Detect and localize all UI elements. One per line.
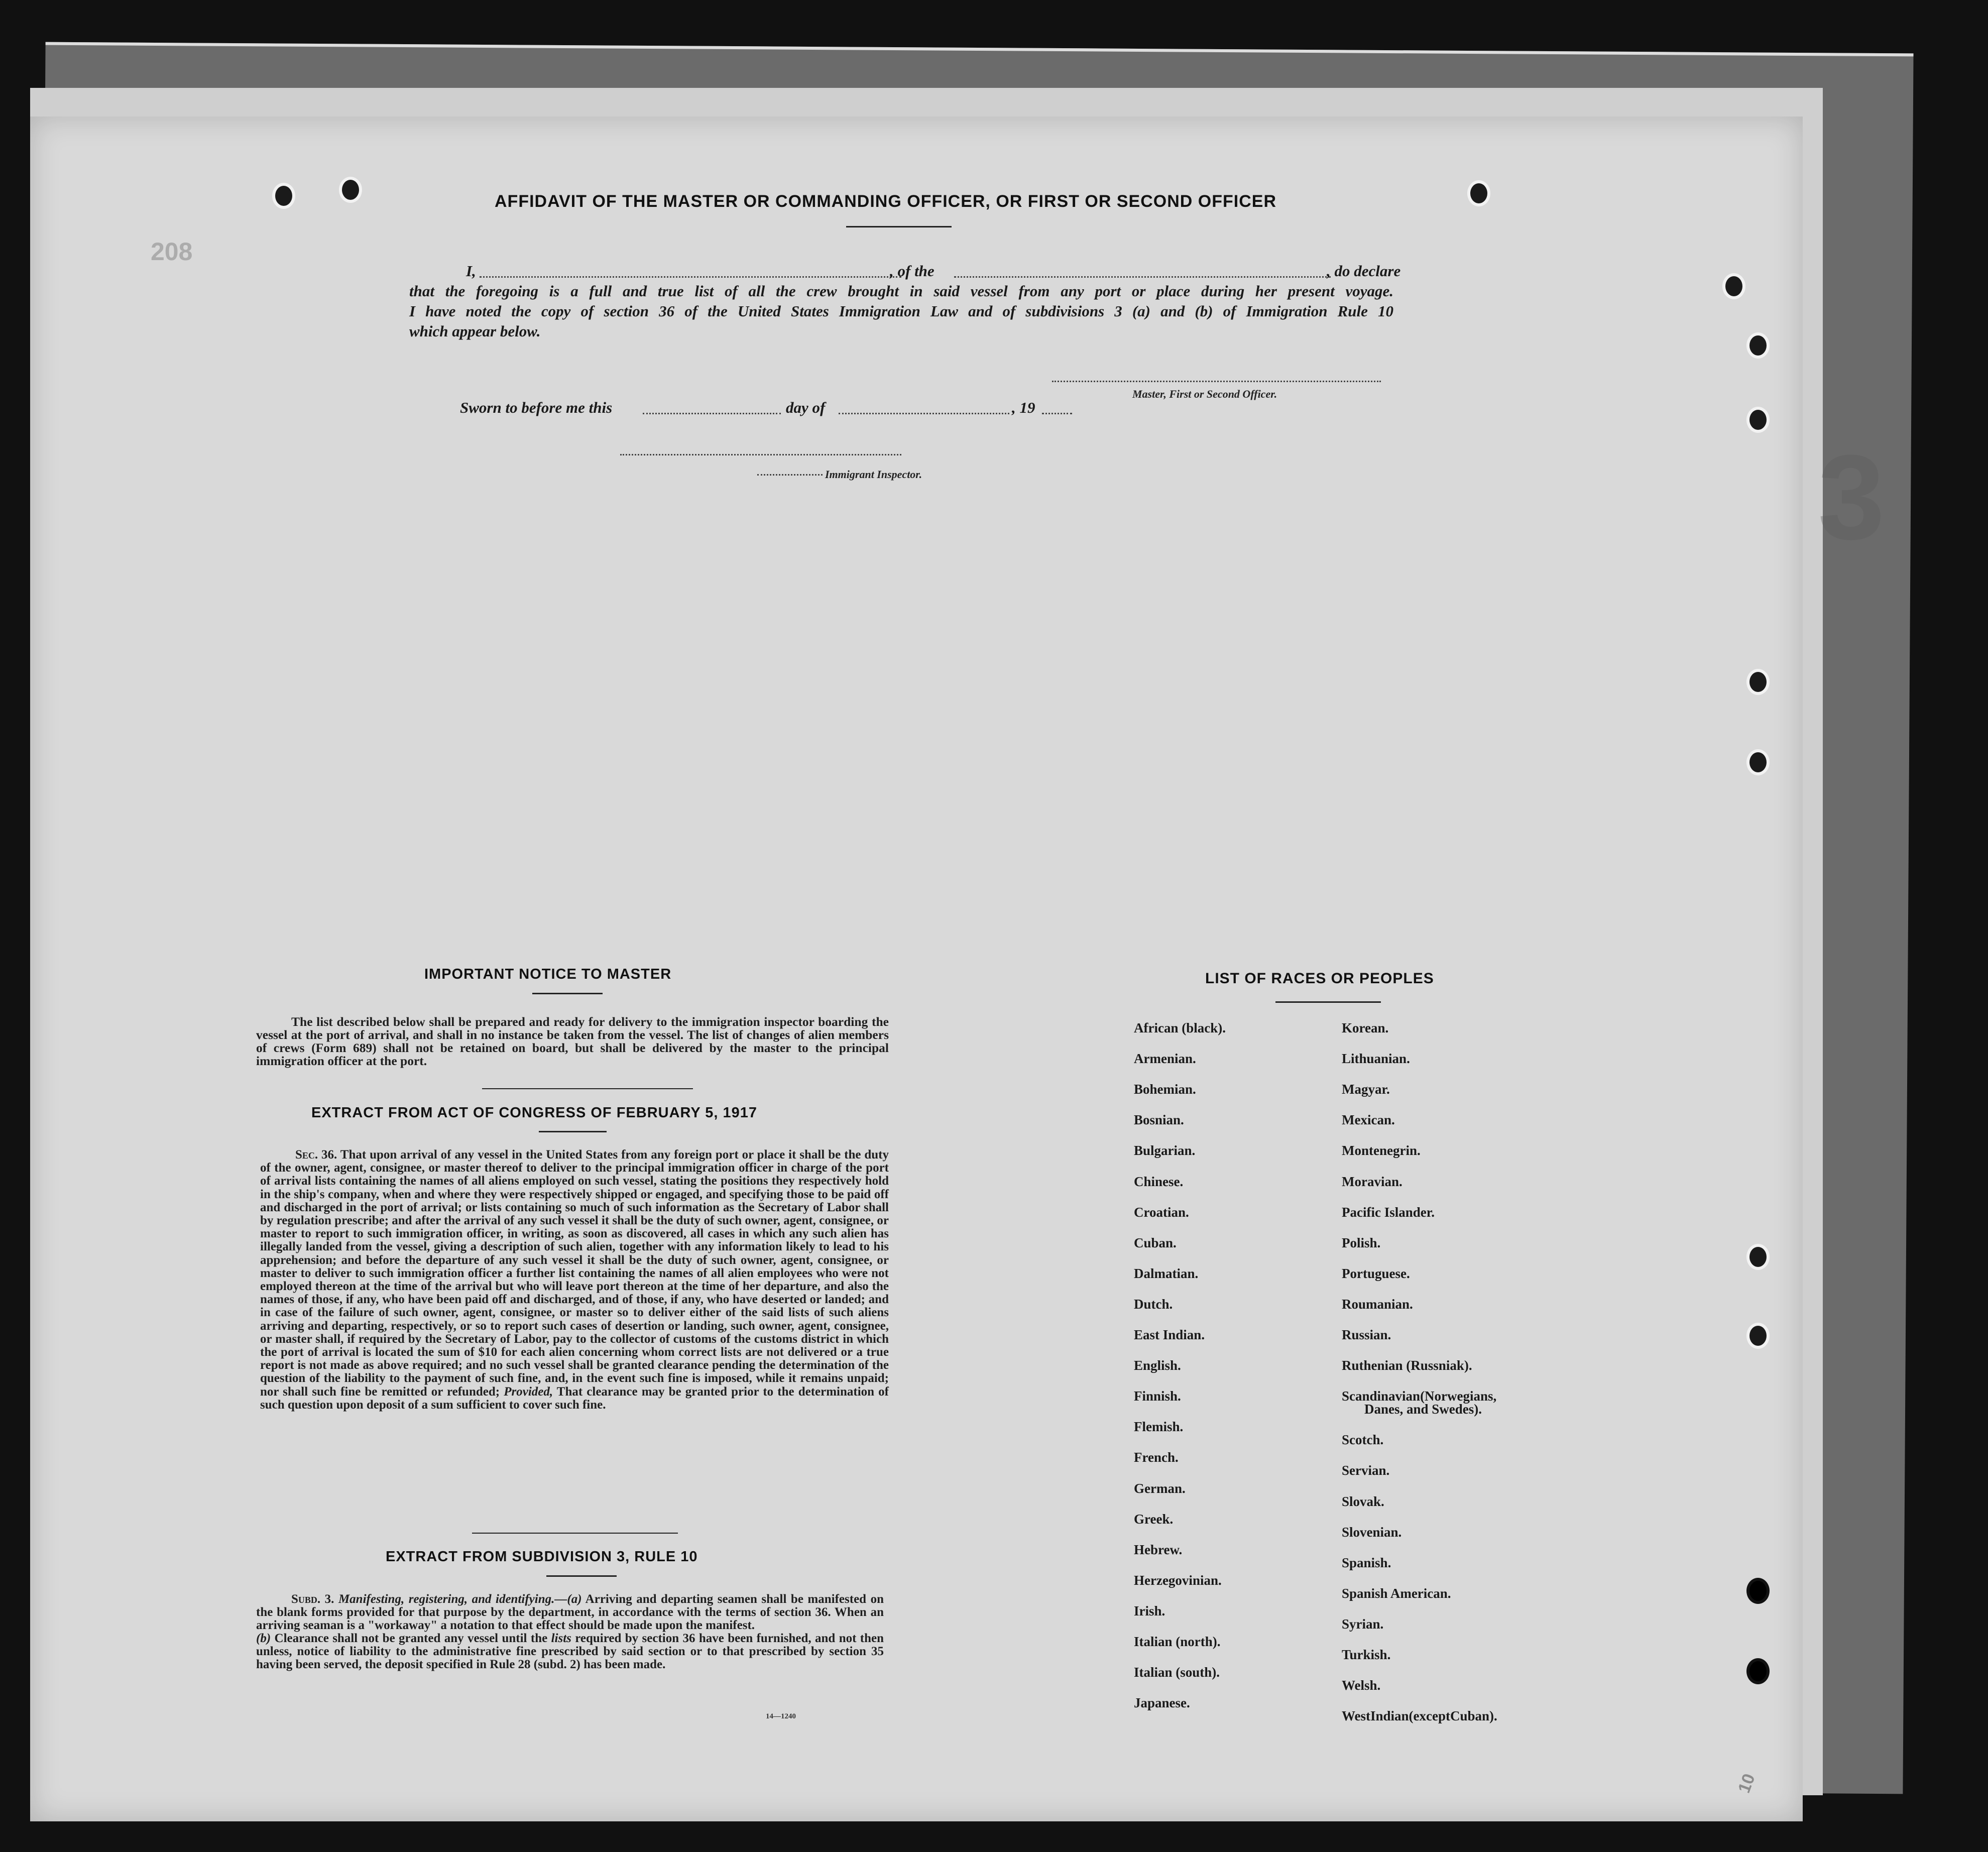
race-item: WestIndian(exceptCuban). <box>1342 1708 1497 1724</box>
vessel-field[interactable] <box>954 276 1331 278</box>
act-title: EXTRACT FROM ACT OF CONGRESS OF FEBRUARY 5, 1917 <box>311 1105 758 1121</box>
races-title-underline <box>1275 1001 1381 1003</box>
race-item: Syrian. <box>1342 1616 1384 1632</box>
rule-title: EXTRACT FROM SUBDIVISION 3, RULE 10 <box>386 1549 698 1565</box>
race-item: French. <box>1134 1450 1179 1465</box>
race-item: Italian (north). <box>1134 1634 1221 1649</box>
sworn-day-field[interactable] <box>643 413 781 414</box>
punch-hole <box>339 177 362 203</box>
race-item: Ruthenian (Russniak). <box>1342 1358 1472 1373</box>
race-item: Portuguese. <box>1342 1265 1410 1281</box>
race-item: Cuban. <box>1134 1235 1177 1250</box>
race-item: Korean. <box>1342 1020 1389 1035</box>
race-item: Danes, and Swedes). <box>1364 1402 1482 1417</box>
affidavit-body-line2: that the foregoing is a full and true list of all the crew brought in said vessel from any port or place during her present voyage. <box>409 282 1393 300</box>
punch-hole <box>1746 1323 1770 1349</box>
race-item: Scotch. <box>1342 1432 1384 1448</box>
act-body-end: That clearance may be granted prior to the determination of such question upon deposit of a sum sufficient to cover such fine. <box>260 1384 889 1412</box>
race-item: Flemish. <box>1134 1419 1184 1435</box>
inspector-signature-field[interactable] <box>620 454 901 455</box>
notice-title-underline <box>532 993 603 994</box>
sworn-prefix: Sworn to before me this <box>460 399 613 416</box>
race-item: Scandinavian(Norwegians, <box>1342 1388 1497 1404</box>
race-item: Bulgarian. <box>1134 1143 1196 1159</box>
punch-hole <box>1746 1578 1770 1604</box>
punch-hole <box>1746 749 1770 775</box>
race-item: Spanish American. <box>1342 1585 1451 1601</box>
affidavit-line1-i: I, <box>466 262 476 280</box>
punch-hole <box>1746 332 1770 359</box>
race-item: Irish. <box>1134 1603 1165 1618</box>
race-item: Bosnian. <box>1134 1112 1184 1128</box>
section-divider <box>482 1088 693 1089</box>
rule-title-underline <box>546 1575 617 1577</box>
sworn-month-field[interactable] <box>839 413 1009 414</box>
affidavit-line1-declare: , do declare <box>1327 262 1401 280</box>
sworn-year: , 19 <box>1012 399 1035 416</box>
race-item: Spanish. <box>1342 1555 1391 1570</box>
race-item: Pacific Islander. <box>1342 1204 1435 1220</box>
race-item: Hebrew. <box>1134 1542 1183 1557</box>
act-sec-label: Sec. 36. <box>295 1148 337 1162</box>
subd-text-b-lists: lists <box>551 1632 571 1645</box>
affidavit-line1-of-the: , of the <box>890 262 934 280</box>
punch-hole <box>1467 180 1490 206</box>
race-item: Slovenian. <box>1342 1524 1402 1540</box>
master-signature-caption: Master, First or Second Officer. <box>1132 388 1277 400</box>
subd-b-label: (b) <box>256 1632 271 1645</box>
punch-hole <box>1746 407 1770 433</box>
race-item: Servian. <box>1342 1463 1390 1478</box>
section-divider <box>472 1533 678 1534</box>
subd-label: Subd. 3. <box>291 1592 334 1606</box>
bleed-through-mark: 3 <box>1818 430 1885 564</box>
inspector-lead-dots <box>757 474 823 476</box>
subd-text-a: Arriving and departing seamen shall be manifested on the blank forms provided for that purpose by the department, in accordance with the terms of section 36. When an arriving seaman is a "workaway" a notation to that effect should be made upon the manifest. <box>256 1592 884 1632</box>
affidavit-body-line4: which appear below. <box>409 322 541 340</box>
affidavit-title: AFFIDAVIT OF THE MASTER OR COMMANDING OFFICER, OR FIRST OR SECOND OFFICER <box>495 192 1276 211</box>
corner-number: 10 <box>1734 1771 1759 1796</box>
notice-text: The list described below shall be prepared and ready for delivery to the immigration inspector boarding the vessel at the port of arrival, and shall in no instance be taken from the vessel. The list of changes of alien members of crews (Form 689) shall not be retained on board, but shall be delivered by the master to the principal immigration officer at the port. <box>256 1014 889 1068</box>
race-item: Russian. <box>1342 1327 1391 1342</box>
races-title: LIST OF RACES OR PEOPLES <box>1205 970 1434 987</box>
act-provided: Provided, <box>504 1384 553 1399</box>
race-item: Lithuanian. <box>1342 1051 1410 1067</box>
race-item: Dutch. <box>1134 1296 1173 1312</box>
race-item: Japanese. <box>1134 1695 1190 1711</box>
sworn-year-field[interactable] <box>1042 413 1072 414</box>
race-item: Welsh. <box>1342 1678 1381 1693</box>
punch-hole <box>1746 1244 1770 1270</box>
affidavit-body-line3: I have noted the copy of section 36 of the United States Immigration Law and of subdivisions 3 (a) and (b) of Immigration Rule 10 <box>409 302 1393 320</box>
punch-hole <box>1746 1658 1770 1684</box>
punch-hole <box>1746 669 1770 695</box>
race-item: Herzegovinian. <box>1134 1572 1222 1588</box>
race-item: Mexican. <box>1342 1112 1395 1128</box>
race-item: African (black). <box>1134 1020 1226 1035</box>
race-item: Bohemian. <box>1134 1082 1196 1097</box>
race-item: German. <box>1134 1480 1186 1496</box>
subd-text-b2: required by section 36 have been furnished, and not then unless, notice of liability to the administrative fine prescribed by said section or to that prescribed by section 35 having been served, the deposit specified in Rule 28 (subd. 2) has been made. <box>256 1632 884 1671</box>
inspector-caption: Immigrant Inspector. <box>825 468 922 481</box>
act-text <box>260 1148 889 1412</box>
punch-hole <box>1722 273 1745 299</box>
race-item: Polish. <box>1342 1235 1381 1250</box>
name-field[interactable] <box>480 276 901 278</box>
notice-title: IMPORTANT NOTICE TO MASTER <box>424 966 672 982</box>
race-item: East Indian. <box>1134 1327 1205 1342</box>
race-item: Montenegrin. <box>1342 1143 1421 1159</box>
form-number: 14—1240 <box>766 1712 796 1720</box>
punch-hole <box>272 183 295 209</box>
document-page <box>30 117 1885 1821</box>
subd-text-b1: Clearance shall not be granted any vessel until the <box>274 1632 548 1645</box>
act-body: That upon arrival of any vessel in the United States from any foreign port or place it shall be the duty of the owner, agent, consignee, or master thereof to deliver to the principal immigration officer in charge of the port of arrival lists containing the names of all aliens employed on such vessel, stating the positions they respectively hold in the ship's company, when and where they were respectively shipped or engaged, and specifying those to be paid off and discharged in the port of arrival; or lists containing so much of such information as the Secretary of Labor shall by regulation prescribe; and after the arrival of any such vessel it shall be the duty of such owner, agent, consignee, or master to report to such immigration officer, in writing, as soon as discovered, all cases in which any such alien has illegally landed from the vessel, giving a description of such alien, together with any information likely to lead to his apprehension; and before the departure of any such vessel it shall be the duty of such owner, agent, consignee, or master to deliver to such immigration officer a further list containing the names of all alien employees who were not employed thereon at the time of the arrival but who will leave port thereon at the time of her departure, and also the names of those, if any, who have been paid off and discharged, and of those, if any, who have deserted or landed; and in case of the failure of such owner, agent, consignee, or master so to deliver either of the said lists of such aliens arriving and departing, respectively, or so to report such cases of desertion or landing, such owner, agent, consignee, or master shall, if required by the Secretary of Labor, pay to the collector of customs of the customs district in which the port of arrival is located the sum of $10 for each alien concerning whom correct lists are not delivered or a true report is not made as above required; and no such vessel shall be granted clearance pending the determination of the question of the liability to the payment of such fine, and, in the event such fine is imposed, while it remains unpaid; nor shall such fine be remitted or refunded; <box>260 1148 889 1399</box>
race-item: Armenian. <box>1134 1051 1196 1067</box>
race-item: Croatian. <box>1134 1204 1189 1220</box>
sworn-day-of: day of <box>786 399 826 416</box>
race-item: Turkish. <box>1342 1647 1391 1662</box>
race-item: English. <box>1134 1358 1181 1373</box>
master-signature-field[interactable] <box>1052 381 1381 382</box>
race-item: Italian (south). <box>1134 1665 1220 1680</box>
title-underline <box>846 226 952 227</box>
race-item: Greek. <box>1134 1511 1174 1527</box>
race-item: Dalmatian. <box>1134 1265 1199 1281</box>
race-item: Finnish. <box>1134 1388 1181 1404</box>
race-item: Chinese. <box>1134 1174 1184 1189</box>
act-title-underline <box>539 1131 607 1132</box>
subd-heading: Manifesting, registering, and identifying.—(a) <box>338 1592 582 1606</box>
rule-text <box>256 1593 884 1671</box>
bleed-through-mark: 208 <box>151 238 193 266</box>
race-item: Magyar. <box>1342 1082 1390 1097</box>
race-item: Moravian. <box>1342 1174 1402 1189</box>
race-item: Roumanian. <box>1342 1296 1413 1312</box>
race-item: Slovak. <box>1342 1493 1384 1509</box>
